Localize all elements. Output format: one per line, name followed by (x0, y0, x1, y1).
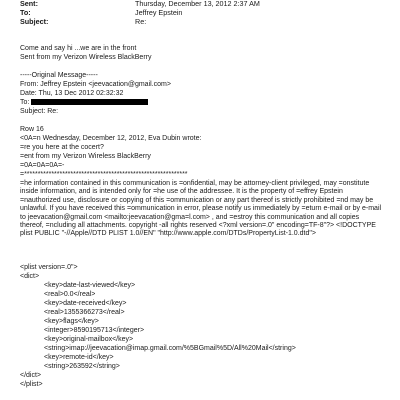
disclaimer-text: =he information contained in this communication is =onfidential, may be attorney-client privileged, may =onstitute inside information, and is intended only for =he use of the addressee. It is the property of =effrey Epstein =nauthorized use, disclosure or copying of this =ommunication or any part thereof is strictly prohibited =nd may be unlawful. If you have received this =ommunication in error, please notify us immediately by =eturn e-mail or by e-mail to jeevacation@gmail.com <mailto:jeevacation@gma=l.com> , and =estroy this communication and all copies thereof, =ncluding all attachments. copyright -all rights reserved <?xml version=.0" encoding=TF-8"?> <!DOCTYPE plist PUBLIC "-//Apple//DTD PLIST 1.0//EN" "http://www.apple.com/DTDs/PropertyList-1.0.dtd"> (20, 180, 382, 238)
plist-close: </plist> (20, 381, 43, 388)
plist-open: <plist version=.0"> (20, 264, 78, 271)
plist-line: <integer>8590195713</integer> (44, 327, 145, 334)
quoted-line-4: =0A=0A=0A=- (20, 162, 65, 169)
original-subject: Subject: Re: (20, 108, 59, 115)
quoted-line-3: =ent from my Verizon Wireless BlackBerry (20, 153, 151, 160)
plist-line: <key>date-received</key> (44, 300, 127, 307)
plist-line: <key>date-last-viewed</key> (44, 282, 136, 289)
original-to: To: (20, 99, 30, 106)
row-label: Row 16 (20, 126, 44, 133)
dict-open: <dict> (20, 273, 40, 280)
sent-value: Thursday, December 13, 2012 2:37 AM (135, 0, 260, 8)
redaction-bar (31, 99, 148, 105)
plist-line: <key>flags</key> (44, 318, 99, 325)
reply-line-2: Sent from my Verizon Wireless BlackBerry (20, 54, 152, 61)
plist-line: <string>imap://jeevacation@imap.gmail.com/%5BGmail%5D/All%20Mail</string> (44, 345, 296, 352)
to-label: To: (20, 8, 31, 17)
sent-label: Sent: (20, 0, 38, 8)
subject-value: Re: (135, 17, 147, 26)
original-date: Date: Thu, 13 Dec 2012 02:32:32 (20, 90, 124, 97)
plist-line: <key>original-mailbox</key> (44, 336, 134, 343)
plist-line: <key>remote-id</key> (44, 354, 114, 361)
to-value: Jeffrey Epstein (135, 8, 183, 17)
reply-line-1: Come and say hi ...we are in the front (20, 45, 137, 52)
quoted-line-2: =re you here at the cocert? (20, 144, 104, 151)
original-divider: -----Original Message----- (20, 72, 98, 79)
quoted-line-1: <0A=n Wednesday, December 12, 2012, Eva Dubin wrote: (20, 135, 202, 142)
original-from: From: Jeffrey Epstein <jeevacation@gmail.com> (20, 81, 171, 88)
dict-close: </dict> (20, 372, 42, 379)
plist-line: <string>263592</string> (44, 363, 120, 370)
subject-label: Subject: (20, 17, 49, 26)
original-to-row (20, 99, 382, 108)
stars-line: =************************************************************ (20, 171, 188, 178)
plist-line: <real>1355366273</real> (44, 309, 125, 316)
plist-line: <real>0.0</real> (44, 291, 96, 298)
